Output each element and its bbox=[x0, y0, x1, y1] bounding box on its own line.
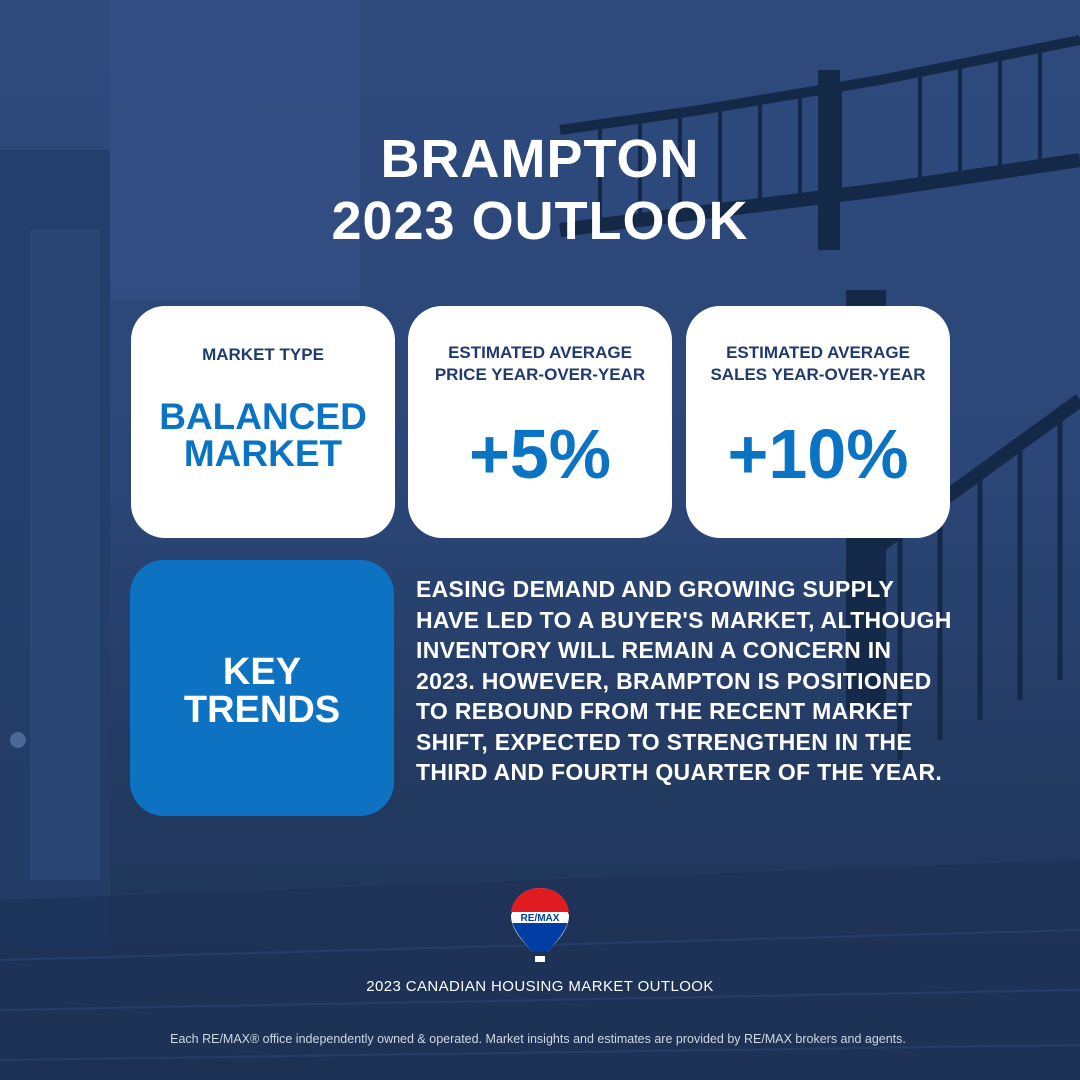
page-title bbox=[0, 128, 1080, 252]
price-yoy-label-line1: ESTIMATED AVERAGE bbox=[448, 343, 632, 362]
key-trends-title bbox=[130, 653, 394, 729]
market-type-value-line1: BALANCED bbox=[159, 396, 367, 437]
trend-line: EASING DEMAND AND GROWING SUPPLY bbox=[416, 576, 895, 602]
price-yoy-label-line2: PRICE YEAR-OVER-YEAR bbox=[434, 365, 646, 384]
logo-text: RE/MAX bbox=[520, 913, 560, 924]
footer-title: 2023 CANADIAN HOUSING MARKET OUTLOOK bbox=[366, 978, 714, 995]
trend-line: HAVE LED TO A BUYER'S MARKET, ALTHOUGH bbox=[416, 606, 952, 633]
price-yoy-card bbox=[408, 306, 672, 538]
market-type-card bbox=[131, 306, 395, 538]
trend-line: 2023. HOWEVER, BRAMPTON IS POSITIONED bbox=[416, 667, 932, 694]
hot-air-balloon-icon bbox=[508, 886, 572, 966]
price-yoy-label bbox=[408, 342, 672, 386]
market-type-label: MARKET TYPE bbox=[202, 345, 324, 364]
sales-yoy-value: +10% bbox=[727, 415, 909, 493]
key-trends-box bbox=[130, 560, 394, 816]
market-type-value-line2: MARKET bbox=[183, 433, 343, 474]
disclaimer: Each RE/MAX® office independently owned & operated. Market insights and estimates are provided by RE/MAX brokers and agents. bbox=[170, 1032, 906, 1046]
key-trends-title-line1: KEY bbox=[222, 651, 302, 693]
price-yoy-value: +5% bbox=[468, 415, 612, 493]
sales-yoy-card bbox=[686, 306, 950, 538]
trend-line: TO REBOUND FROM THE RECENT MARKET bbox=[416, 698, 913, 724]
sales-yoy-label-line1: ESTIMATED AVERAGE bbox=[726, 343, 910, 362]
title-outlook: 2023 OUTLOOK bbox=[331, 191, 749, 251]
trend-line: INVENTORY WILL REMAIN A CONCERN IN bbox=[416, 637, 892, 663]
key-trends-text bbox=[416, 574, 1016, 788]
key-trends-title-line2: TRENDS bbox=[183, 689, 341, 731]
title-city: BRAMPTON bbox=[380, 129, 700, 189]
sales-yoy-label-line2: SALES YEAR-OVER-YEAR bbox=[710, 365, 926, 384]
trend-line: SHIFT, EXPECTED TO STRENGTHEN IN THE bbox=[416, 728, 912, 755]
market-type-value bbox=[131, 398, 395, 472]
trend-line: THIRD AND FOURTH QUARTER OF THE YEAR. bbox=[416, 759, 943, 785]
sales-yoy-label bbox=[686, 342, 950, 386]
remax-logo bbox=[508, 886, 572, 971]
